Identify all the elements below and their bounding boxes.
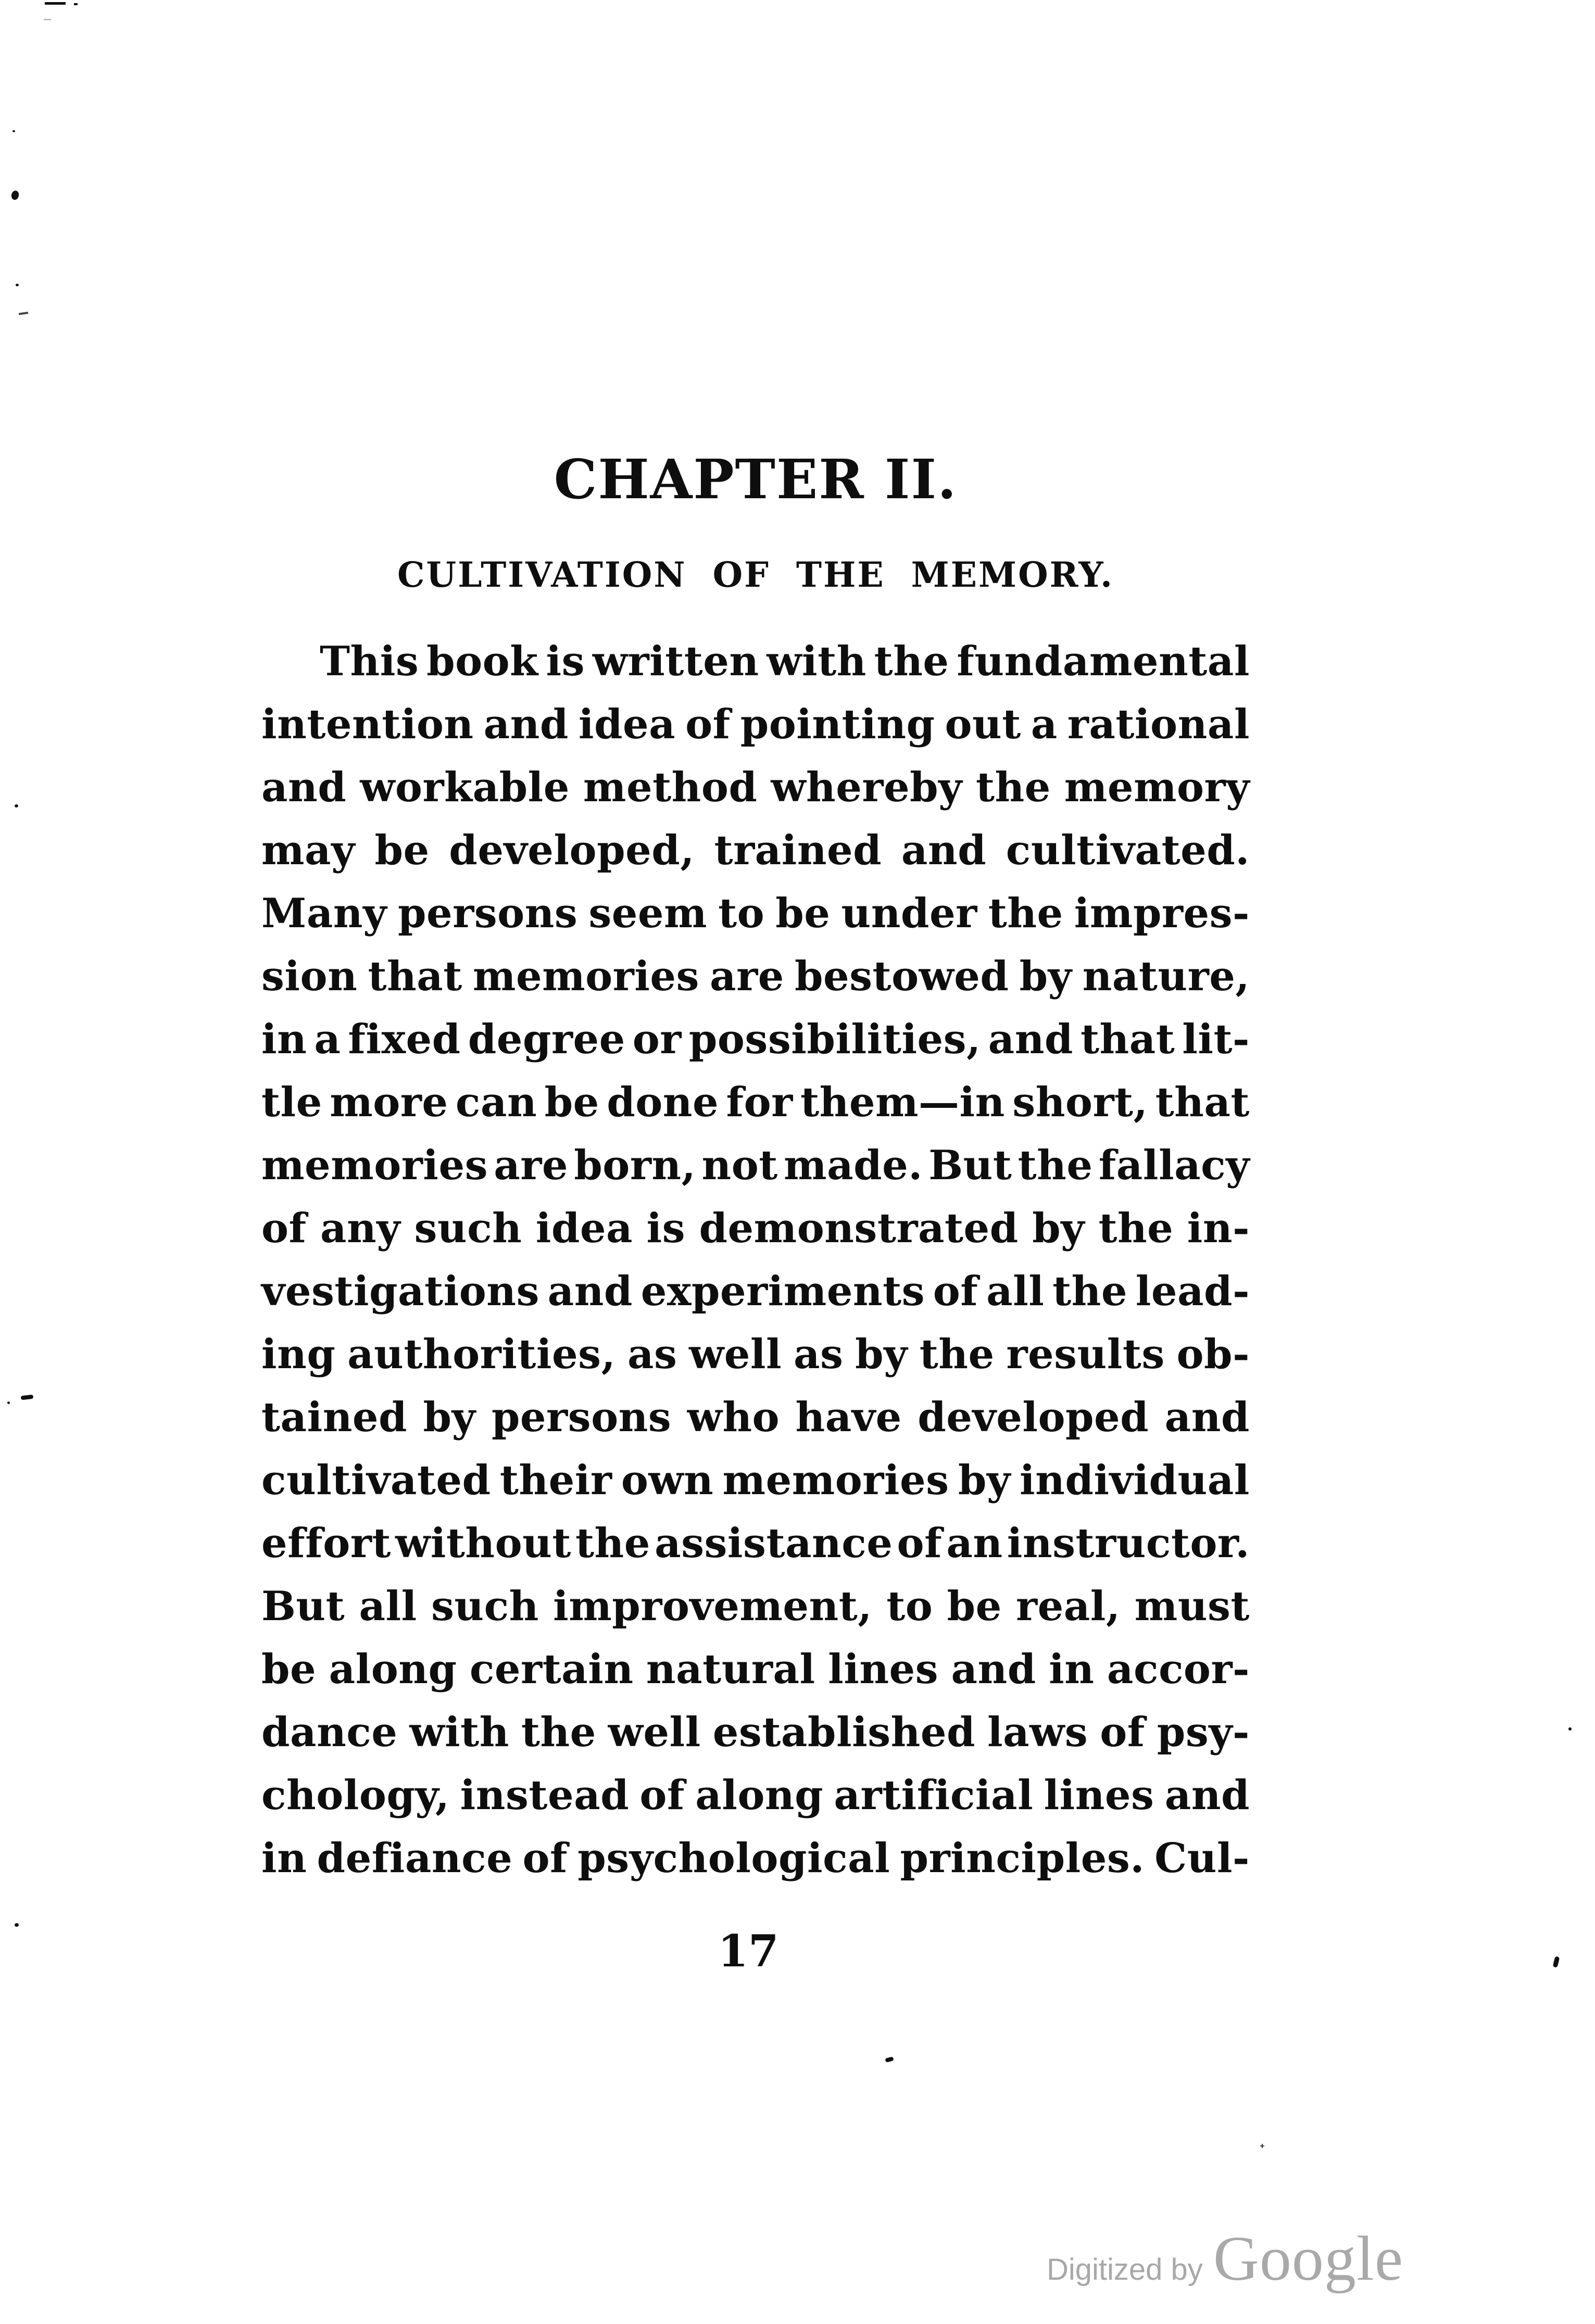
scan-artifact-dot [15,804,18,807]
body-paragraph [261,630,1250,1890]
body-line: sion that memories are bestowed by nature, [261,953,1250,1000]
watermark-prefix: Digitized by [1047,2253,1203,2287]
scan-artifact-dash [19,312,28,315]
page-number: 17 [718,1925,779,1977]
scan-artifact-top-line [45,2,66,5]
scan-artifact-dot [15,1923,19,1927]
body-line: ing authorities, as well as by the results ob- [261,1331,1250,1378]
body-line: tle more can be done for them—in short, that [261,1079,1250,1126]
body-line: cultivated their own memories by individual [261,1457,1250,1504]
scan-artifact-speck [74,3,78,5]
section-heading: CULTIVATION OF THE MEMORY. [397,554,1114,595]
scan-artifact-cross [1260,2144,1264,2148]
scan-artifact-dot [7,1401,10,1404]
body-line: vestigations and experiments of all the lead- [261,1268,1250,1315]
scan-artifact-apostrophe [1553,1956,1560,1968]
body-line: be along certain natural lines and in accor- [261,1646,1250,1693]
body-line: This book is written with the fundamental [320,638,1250,685]
scan-artifact-faint-dash [44,19,51,20]
body-line: But all such improvement, to be real, must [261,1583,1250,1630]
body-line: in defiance of psychological principles. Cul- [261,1835,1250,1882]
body-line: of any such idea is demonstrated by the in- [261,1205,1250,1252]
body-line: intention and idea of pointing out a rational [261,701,1250,748]
body-line: memories are born, not made. But the fallacy [261,1142,1250,1189]
scan-artifact-tilde [885,2056,894,2063]
body-line: dance with the well established laws of psy- [261,1709,1250,1756]
body-line: tained by persons who have developed and [261,1394,1250,1441]
body-line: in a fixed degree or possibilities, and that lit- [261,1016,1250,1063]
scan-artifact-blob [10,190,19,201]
body-line: Many persons seem to be under the impres- [261,890,1250,937]
body-line: and workable method whereby the memory [261,764,1250,811]
scan-artifact-dot [16,284,19,286]
body-line: chology, instead of along artificial lines and [261,1772,1250,1819]
google-logo-text: Google [1213,2224,1403,2294]
digitized-by-google-watermark [1047,2224,1403,2294]
chapter-heading: CHAPTER II. [554,447,958,511]
body-line: may be developed, trained and cultivated. [261,827,1250,874]
scan-artifact-dot [12,130,15,132]
scan-artifact-dash [21,1395,34,1400]
body-line: effort without the assistance of an instructor. [261,1520,1250,1567]
scan-artifact-dot [1568,1727,1572,1731]
